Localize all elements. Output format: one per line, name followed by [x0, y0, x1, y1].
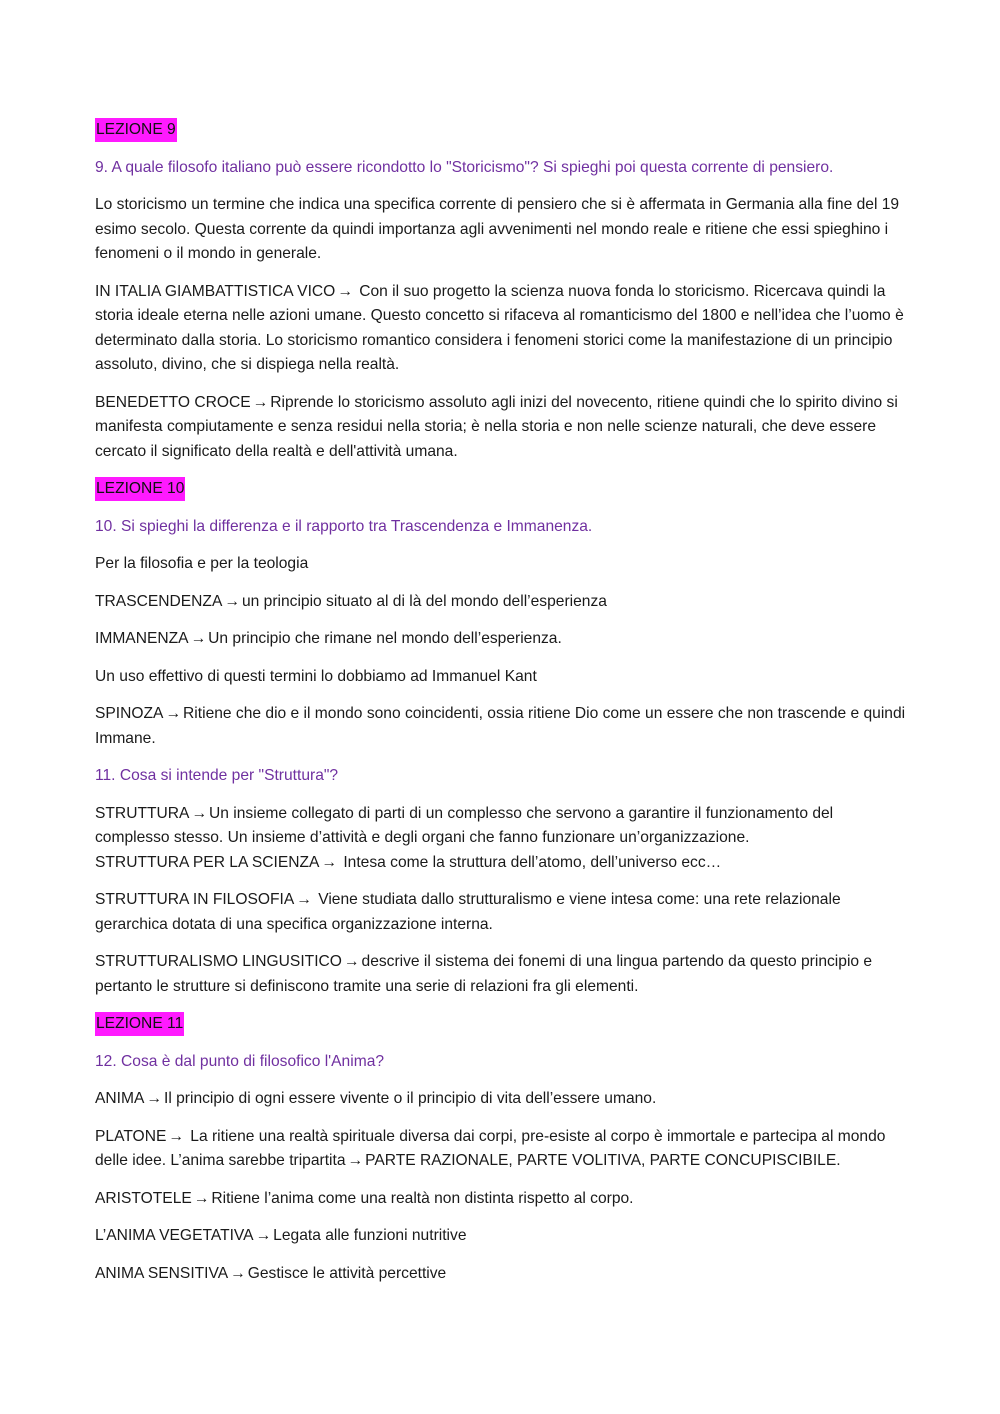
text-platone-parts: PARTE RAZIONALE, PARTE VOLITIVA, PARTE CONCUPISCIBILE.: [365, 1152, 841, 1169]
paragraph-struttura-filosofia: [95, 888, 908, 937]
paragraph-struttura: [95, 802, 908, 851]
text-platone: La ritiene una realtà spirituale diversa dai corpi, pre-esiste al corpo è immortale e partecipa al mondo delle idee. L’anima sarebbe tripartita: [95, 1127, 886, 1169]
term-aristotele: ARISTOTELE: [95, 1189, 192, 1207]
text-struttura-filosofia: Viene studiata dallo strutturalismo e viene intesa come: una rete relazionale gerarchica dotata di una specifica organizzazione interna.: [95, 891, 841, 933]
arrow-icon: →: [337, 282, 353, 300]
lesson-label: LEZIONE 9: [95, 118, 177, 142]
text-immanenza: Un principio che rimane nel mondo dell’esperienza.: [208, 630, 562, 647]
arrow-icon: →: [255, 1227, 272, 1244]
arrow-icon: →: [224, 592, 240, 610]
paragraph-immanenza: [95, 627, 908, 652]
arrow-icon: →: [146, 1090, 162, 1107]
text-anima-vegetativa: Legata alle funzioni nutritive: [273, 1227, 467, 1244]
question-10: 10. Si spieghi la differenza e il rapporto tra Trascendenza e Immanenza.: [95, 517, 593, 535]
term-trascendenza: TRASCENDENZA: [95, 592, 223, 610]
arrow-icon: →: [296, 891, 312, 908]
text-struttura-scienza: Intesa come la struttura dell’atomo, dell’universo ecc…: [339, 853, 722, 871]
question-11: 11. Cosa si intende per "Struttura"?: [95, 767, 339, 784]
text-strutturalismo: descrive il sistema dei fonemi di una lingua partendo da questo principio e pertanto le strutture si definiscono tramite una serie di relazioni fra gli elementi.: [95, 953, 873, 995]
arrow-icon: →: [165, 705, 182, 722]
term-vico: IN ITALIA GIAMBATTISTICA VICO: [95, 282, 336, 300]
arrow-icon: →: [343, 953, 360, 970]
paragraph-spinoza: [95, 702, 908, 751]
term-struttura-filosofia: STRUTTURA IN FILOSOFIA: [95, 891, 295, 908]
arrow-icon: →: [321, 853, 338, 871]
paragraph-anima-sensitiva: [95, 1262, 908, 1287]
term-struttura: STRUTTURA: [95, 804, 190, 822]
arrow-icon: →: [193, 1189, 210, 1207]
arrow-icon: →: [347, 1152, 364, 1169]
term-anima-sensitiva: ANIMA SENSITIVA: [95, 1264, 229, 1282]
arrow-icon: →: [168, 1127, 184, 1145]
paragraph-storicismo: Lo storicismo un termine che indica una specifica corrente di pensiero che si è affermata in Germania alla fine del 19 esimo secolo. Questa corrente da quindi importanza agli avvenimenti nel mondo reale e ritiene che essi spieghino i fenomeni o il mondo in generale.: [95, 196, 900, 262]
lesson-11-heading: [95, 1012, 908, 1037]
paragraph-anima-vegetativa: [95, 1224, 908, 1249]
paragraph-strutturalismo: [95, 950, 908, 999]
arrow-icon: →: [190, 630, 207, 647]
text-anima-sensitiva: Gestisce le attività percettive: [247, 1264, 447, 1282]
paragraph-trascendenza: [95, 590, 908, 615]
term-croce: BENEDETTO CROCE: [95, 393, 251, 411]
term-anima-vegetativa: L’ANIMA VEGETATIVA: [95, 1227, 254, 1244]
term-immanenza: IMMANENZA: [95, 630, 189, 647]
question-12: 12. Cosa è dal punto di filosofico l'Anima?: [95, 1052, 385, 1070]
paragraph-platone: [95, 1125, 908, 1174]
lesson-label: LEZIONE 11: [95, 1012, 184, 1036]
term-platone: PLATONE: [95, 1127, 167, 1145]
text-vico: Con il suo progetto la scienza nuova fonda lo storicismo. Ricercava quindi la storia ideale eterna nelle azioni umane. Questo concetto si rifaceva al romanticismo del 1800 e nell’idea che l’uomo è determinato dalla storia. Lo storicismo romantico considera i fenomeni storici come la manifestazione di un principio assoluto, divino, che si dispiega nella realtà.: [95, 282, 904, 373]
term-spinoza: SPINOZA: [95, 705, 164, 722]
text-spinoza: Ritiene che dio e il mondo sono coincidenti, ossia ritiene Dio come un essere che non trascende e quindi Immane.: [95, 705, 906, 747]
lesson-9-heading: [95, 118, 908, 143]
arrow-icon: →: [252, 393, 269, 411]
text-anima: Il principio di ogni essere vivente o il principio di vita dell’essere umano.: [163, 1090, 657, 1107]
paragraph-croce: [95, 391, 908, 465]
question-9: 9. A quale filosofo italiano può essere ricondotto lo "Storicismo"? Si spieghi poi questa corrente di pensiero.: [95, 158, 834, 176]
text-struttura: Un insieme collegato di parti di un complesso che servono a garantire il funzionamento del complesso stesso. Un insieme d’attività e degli organi che fanno funzionare un’organizzazione.: [95, 804, 834, 846]
text-aristotele: Ritiene l’anima come una realtà non distinta rispetto al corpo.: [211, 1189, 634, 1207]
paragraph-kant: Un uso effettivo di questi termini lo dobbiamo ad Immanuel Kant: [95, 667, 537, 685]
term-anima: ANIMA: [95, 1090, 145, 1107]
text-trascendenza: un principio situato al di là del mondo dell’esperienza: [241, 592, 607, 610]
arrow-icon: →: [230, 1264, 246, 1282]
text-croce: Riprende lo storicismo assoluto agli inizi del novecento, ritiene quindi che lo spirito divino si manifesta compiutamente e senza residui nella storia; è nella storia e non nelle scienze naturali, che deve essere cercato il significato della realtà e dell'attività umana.: [95, 393, 898, 460]
term-struttura-scienza: STRUTTURA PER LA SCIENZA: [95, 853, 320, 871]
term-strutturalismo: STRUTTURALISMO LINGUSITICO: [95, 953, 342, 970]
paragraph-struttura-scienza: [95, 851, 908, 876]
lesson-10-heading: [95, 477, 908, 502]
paragraph-intro-10: Per la filosofia e per la teologia: [95, 555, 309, 572]
arrow-icon: →: [191, 804, 208, 822]
paragraph-anima: [95, 1087, 908, 1112]
paragraph-vico: [95, 280, 908, 378]
paragraph-aristotele: [95, 1187, 908, 1212]
lesson-label: LEZIONE 10: [95, 477, 185, 501]
